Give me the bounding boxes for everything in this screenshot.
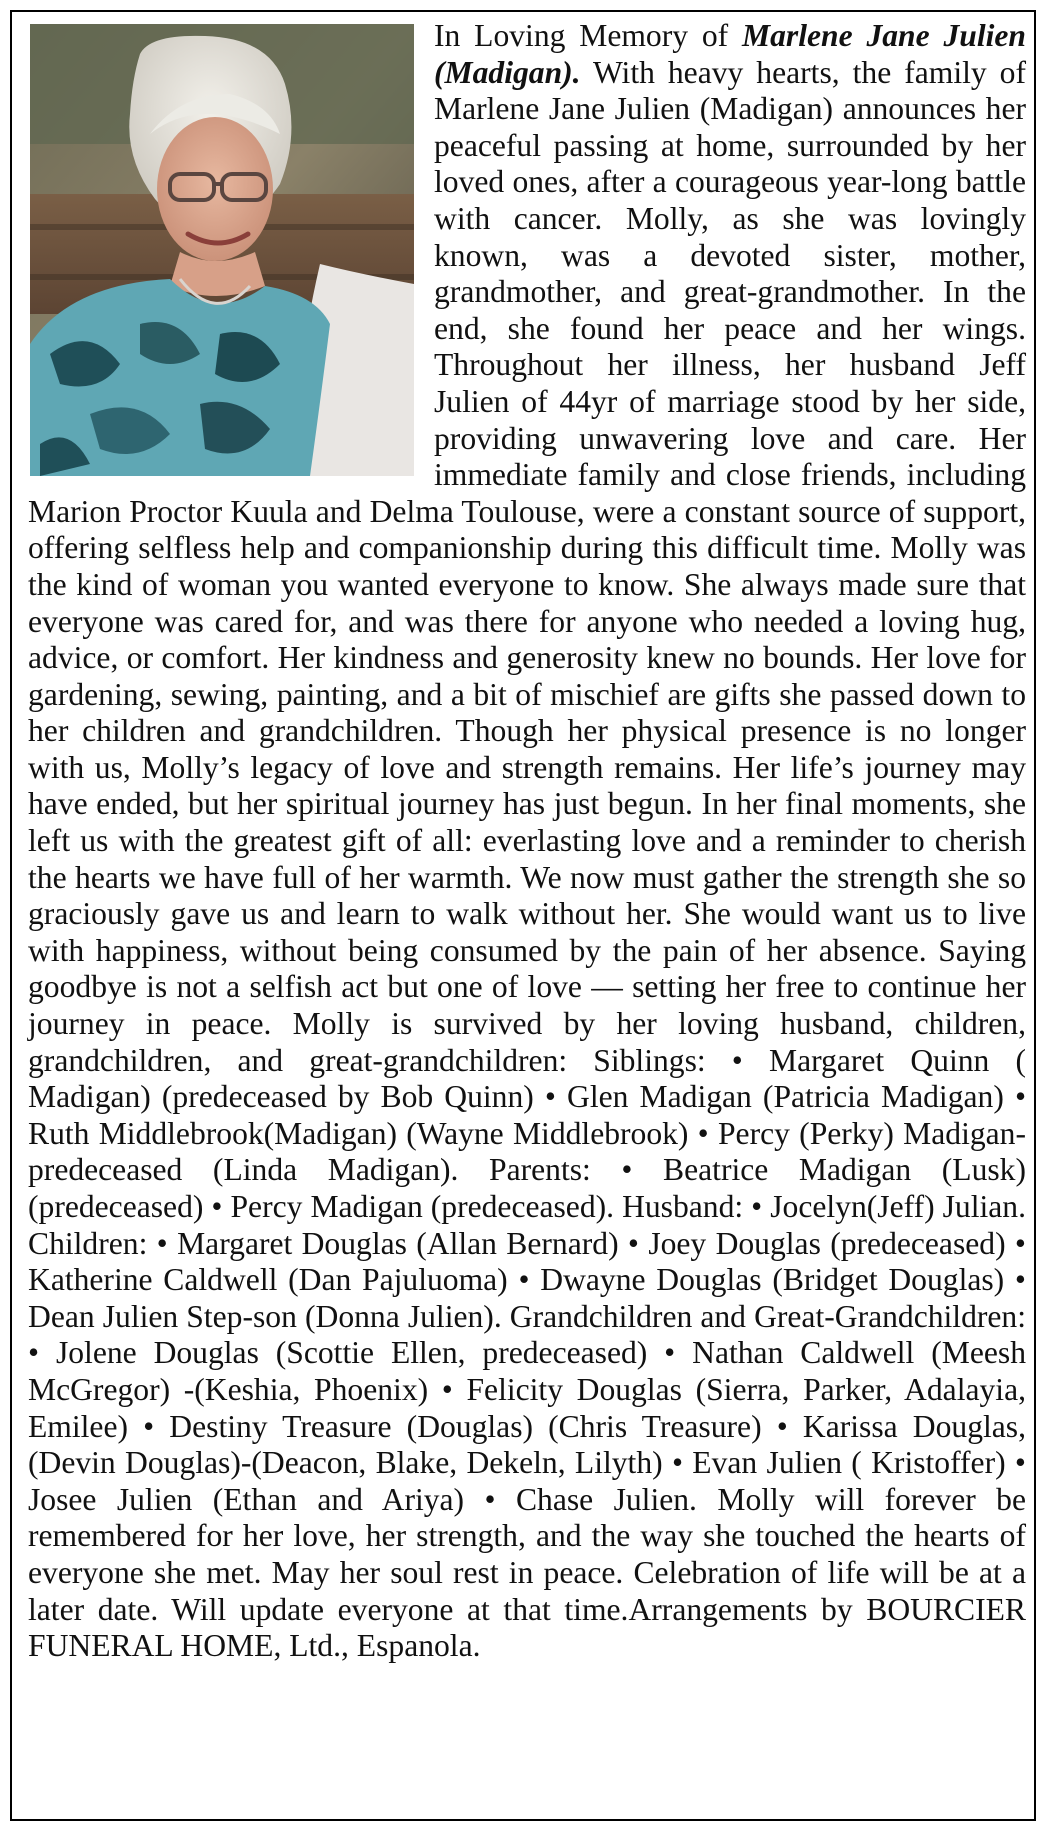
portrait-photo: [30, 24, 414, 476]
obituary-intro: In Loving Memory of: [434, 18, 743, 53]
obituary-body: With heavy hearts, the family of Marlene Jane Julien (Madigan) announces her peaceful passing at home, surrounded by her loved ones, after a courageous year-long battle with cancer. Molly, as she was lovingly known, was a devoted sister, mother, grandmother, and great-grandmother. In the end, she found her peace and her wings. Throughout her illness, her husband Jeff Julien of 44yr of marriage stood by her side, providing unwavering love and care. Her immediate family and close friends, including Marion Proctor Kuula and Delma Toulouse, were a constant source of support, offering selfless help and companionship during this difficult time. Molly was the kind of woman you wanted everyone to know. She always made sure that everyone was cared for, and was there for anyone who needed a loving hug, advice, or comfort. Her kindness and generosity knew no bounds. Her love for gardening, sewing, painting, and a bit of mischief are gifts she passed down to her children and grandchildren. Though her physical presence is no longer with us, Molly’s legacy of love and strength remains. Her life’s journey may have ended, but her spiritual journey has just begun. In her final moments, she left us with the greatest gift of all: everlasting love and a reminder to cherish the hearts we have full of her warmth. We now must gather the strength she so graciously gave us and learn to walk without her. She would want us to live with happiness, without being consumed by the pain of her absence. Saying goodbye is not a selfish act but one of love — setting her free to continue her journey in peace. Molly is survived by her loving husband, children, grandchildren, and great-grandchildren: Siblings: • Margaret Quinn ( Madigan) (predeceased by Bob Quinn) • Glen Madigan (Patricia Madigan) • Ruth Middlebrook(Madigan) (Wayne Middlebrook) • Percy (Perky) Madigan-predeceased (Linda Madigan). Parents: • Beatrice Madigan (Lusk) (predeceased) • Percy Madigan (predeceased). Husband: • Jocelyn(Jeff) Julian. Children: • Margaret Douglas (Allan Bernard) • Joey Douglas (predeceased) • Katherine Caldwell (Dan Pajuluoma) • Dwayne Douglas (Bridget Douglas) • Dean Julien Step-son (Donna Julien). Grandchildren and Great-Grandchildren: • Jolene Douglas (Scottie Ellen, predeceased) • Nathan Caldwell (Meesh McGregor) -(Keshia, Phoenix) • Felicity Douglas (Sierra, Parker, Adalayia, Emilee) • Destiny Treasure (Douglas) (Chris Treasure) • Karissa Douglas, (Devin Douglas)-(Deacon, Blake, Dekeln, Lilyth) • Evan Julien ( Kristoffer) • Josee Julien (Ethan and Ariya) • Chase Julien. Molly will forever be remembered for her love, her strength, and the way she touched the hearts of everyone she met. May her soul rest in peace. Celebration of life will be at a later date. Will update everyone at that time.Arrangements by BOURCIER FUNERAL HOME, Ltd., Espanola.: [28, 54, 1026, 1664]
obituary-content: [28, 18, 1026, 1665]
deceased-name: Marlene Jane Julien (Madigan).: [434, 18, 1026, 90]
portrait-illustration: [30, 24, 414, 476]
